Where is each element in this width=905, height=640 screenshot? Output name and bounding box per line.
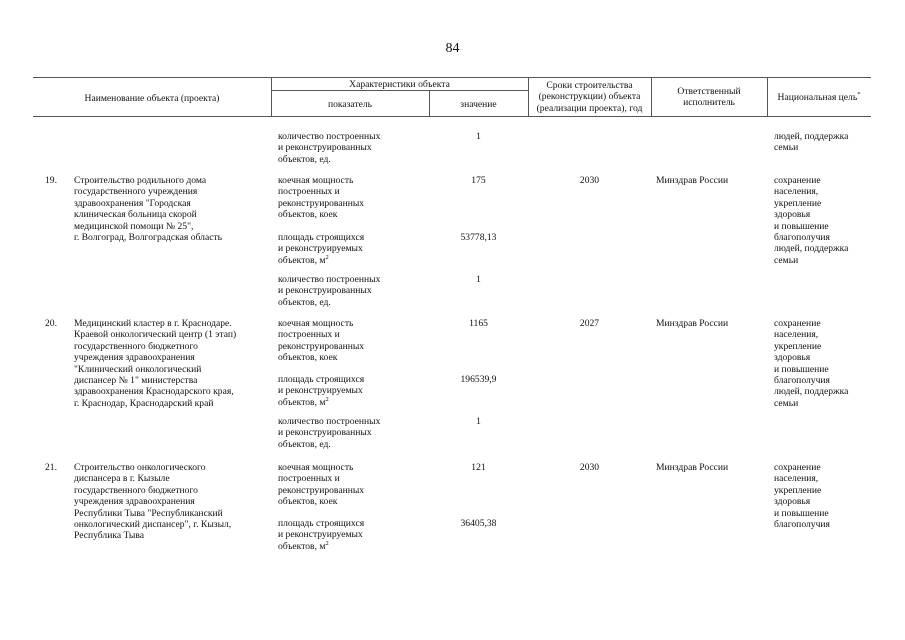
indicator-label: площадь строящихся и реконструируемых объектов, $м^2$ <box>278 374 365 408</box>
indicator-value: 121 <box>471 462 486 473</box>
indicator-label: площадь строящихся и реконструируемых объектов, $м^2$ <box>278 518 365 552</box>
indicator-value: 1 <box>476 274 481 285</box>
row-number: 19. <box>45 175 57 186</box>
goal-value: сохранение населения, укрепление здоровья и повышение благополучия людей, поддержка семьи <box>774 318 849 409</box>
indicator-label: площадь строящихся и реконструируемых объектов, $м^2$ <box>278 232 365 266</box>
indicator-value: 1 <box>476 416 481 427</box>
indicator-value: 1165 <box>469 318 488 329</box>
indicator-label: коечная мощность построенных и реконструированных объектов, коек <box>278 175 365 221</box>
year-value: 2027 <box>579 318 600 329</box>
goal-value: сохранение населения, укрепление здоровья и повышение благополучия <box>774 462 830 531</box>
responsible-value: Минздрав России <box>656 175 729 186</box>
header-indicator: показатель <box>327 99 373 110</box>
header-responsible: Ответственный исполнитель <box>677 86 741 109</box>
header-goal: Национальная цель* <box>777 91 861 103</box>
indicator-label: коечная мощность построенных и реконструированных объектов, коек <box>278 318 365 364</box>
page-number: 84 <box>445 41 460 56</box>
indicator-value: 36405,38 <box>460 518 497 529</box>
object-name: Строительство родильного дома государственного учреждения здравоохранения "Городская клиническая больница скорой медицинской помощи № 25", г. Волгоград, Волгоградская область <box>74 175 223 244</box>
row-number: 20. <box>45 318 57 329</box>
indicator-value: 53778,13 <box>460 232 497 243</box>
table-top-border <box>33 77 871 78</box>
indicator-label: количество построенных и реконструированных объектов, ед. <box>278 416 381 450</box>
header-name: Наименование объекта (проекта) <box>84 93 220 104</box>
year-value: 2030 <box>579 175 600 186</box>
row-number: 21. <box>45 462 57 473</box>
header-bottom-border <box>33 116 871 117</box>
cont-indicator: количество построенных и реконструированных объектов, ед. <box>278 131 381 165</box>
object-name: Медицинский кластер в г. Краснодаре. Краевой онкологический центр (1 этап) государственного бюджетного учреждения здравоохранения "Клинический онкологический диспансер № 1" министерства здравоохранения Краснодарского края, г. Краснодар, Краснодарский край <box>74 318 237 409</box>
indicator-value: 196539,9 <box>460 374 497 385</box>
cont-goal: людей, поддержка семьи <box>774 131 849 154</box>
cont-value: 1 <box>476 131 481 142</box>
goal-value: сохранение населения, укрепление здоровья и повышение благополучия людей, поддержка семьи <box>774 175 849 266</box>
responsible-value: Минздрав России <box>656 462 729 473</box>
indicator-value: 175 <box>471 175 486 186</box>
header-terms: Сроки строительства (реконструкции) объекта (реализации проекта), год <box>536 80 643 114</box>
indicator-label: коечная мощность построенных и реконструированных объектов, коек <box>278 462 365 508</box>
year-value: 2030 <box>579 462 600 473</box>
object-name: Строительство онкологического диспансера в г. Кызыле государственного бюджетного учреждения здравоохранения Республики Тыва "Республиканский онкологический диспансер", г. Кызыл, Республика Тыва <box>74 462 232 542</box>
responsible-value: Минздрав России <box>656 318 729 329</box>
header-value: значение <box>460 99 497 110</box>
header-characteristics: Характеристики объекта <box>349 79 450 90</box>
indicator-label: количество построенных и реконструированных объектов, ед. <box>278 274 381 308</box>
